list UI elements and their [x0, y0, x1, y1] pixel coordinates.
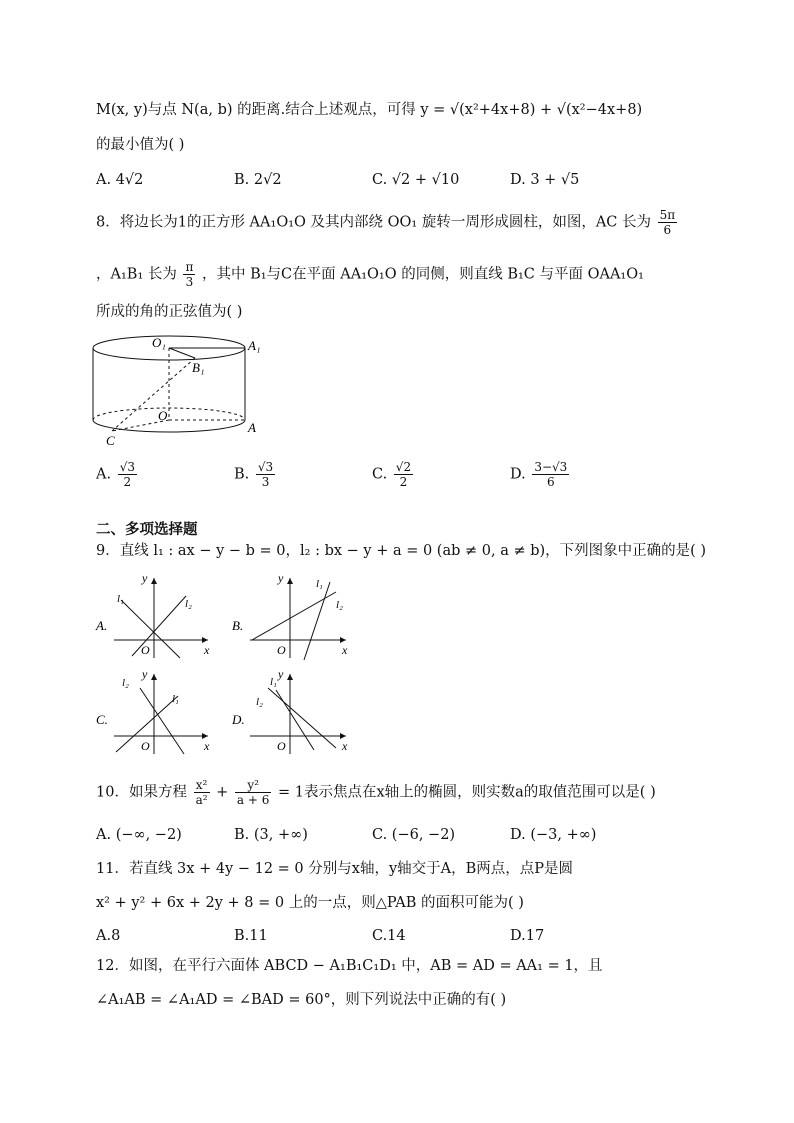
q8-option-b — [234, 460, 277, 489]
q9-graph-a-l1: l₁ — [117, 593, 124, 605]
label-c: C — [106, 433, 115, 448]
q10-option-c: C. (−6, −2) — [372, 827, 456, 843]
q9-graph-b-y: y — [278, 571, 284, 585]
q12-line1: 12．如图，在平行六面体 ABCD − A₁B₁C₁D₁ 中，AB = AD = AA₁ = 1，且 — [96, 958, 603, 974]
q9-graph-d-x: x — [342, 739, 348, 753]
q8-option-a — [96, 460, 139, 489]
q10-post: = 1表示焦点在x轴上的椭圆，则实数a的取值范围可以是( ) — [278, 784, 656, 801]
q8-option-a-letter: A. — [96, 466, 112, 483]
q10-plus: + — [216, 784, 229, 801]
q8-line2 — [96, 260, 644, 289]
q8-option-d-num: 3−√3 — [534, 460, 568, 474]
q8-arc-a1b1-den: 3 — [185, 275, 194, 289]
q9-graph-c-o: O — [141, 739, 150, 753]
q8-option-b-letter: B. — [234, 466, 250, 483]
q11-line1: 11．若直线 3x + 4y − 12 = 0 分别与x轴，y轴交于A，B两点，点P是圆 — [96, 861, 574, 877]
q8-option-b-den: 3 — [261, 475, 270, 489]
q7-option-d: D. 3 + √5 — [510, 172, 580, 188]
q10-option-b: B. (3, +∞) — [234, 827, 308, 843]
q10-pre: 10．如果方程 — [96, 784, 187, 801]
q8-option-c-letter: C. — [372, 466, 388, 483]
q8-option-c — [372, 460, 415, 489]
q10-fraction-x — [194, 778, 210, 807]
q10-f1-num: x² — [194, 778, 210, 793]
q10-f2-num: y² — [235, 778, 271, 793]
q9-graph-b-o: O — [277, 643, 286, 657]
q8-arc-ac-den: 6 — [663, 223, 672, 237]
q11-option-d: D.17 — [510, 928, 545, 944]
q9-graph-d-o: O — [277, 739, 286, 753]
q8-cylinder-figure — [92, 332, 262, 447]
q9-graph-a-o: O — [141, 643, 150, 657]
q9-graph-a-y: y — [142, 571, 148, 585]
q8-text-part1: 8．将边长为1的正方形 AA₁O₁O 及其内部绕 OO₁ 旋转一周形成圆柱，如图，AC 长为 — [96, 214, 651, 231]
label-a1: A₁ — [248, 338, 261, 353]
q9-graph-d — [232, 668, 352, 756]
q9-graph-c-l1: l₁ — [172, 693, 179, 705]
q7-continuation-line2: 的最小值为( ) — [96, 137, 185, 153]
label-o: O — [158, 408, 168, 423]
label-o1: O₁ — [152, 335, 166, 350]
q7-continuation-line1: M(x, y)与点 N(a, b) 的距离.结合上述观点，可得 y = √(x²+4x+8) + √(x²−4x+8) — [96, 102, 643, 118]
q9-graph-d-l1: l₁ — [270, 676, 277, 688]
q9-graph-a-x: x — [204, 643, 210, 657]
q8-arc-ac-fraction — [658, 208, 678, 237]
q9-graph-b-l2: l₂ — [336, 599, 343, 611]
q8-line1 — [96, 208, 679, 237]
q9-graph-c-letter: C. — [96, 712, 108, 727]
q7-option-b: B. 2√2 — [234, 172, 282, 188]
q9-graph-c-y: y — [142, 667, 148, 681]
q10-f2-den: a + 6 — [236, 793, 270, 807]
q9-graph-a-l2: l₂ — [185, 598, 192, 610]
q9-graph-a — [96, 572, 216, 660]
q9-graph-c — [96, 668, 216, 756]
q8-arc-a1b1-num: π — [185, 260, 194, 274]
q11-option-c: C.14 — [372, 928, 406, 944]
q8-arc-ac-num: 5π — [659, 208, 676, 222]
q8-option-d-den: 6 — [547, 475, 555, 489]
q8-option-a-den: 2 — [123, 475, 132, 489]
q8-option-c-den: 2 — [399, 475, 408, 489]
q8-line3: 所成的角的正弦值为( ) — [96, 304, 243, 320]
q9-graph-a-letter: A. — [96, 618, 108, 633]
section-title-multiple-choice: 二、多项选择题 — [96, 522, 198, 538]
q9-graph-c-x: x — [204, 739, 210, 753]
q8-option-a-num: √3 — [119, 460, 135, 474]
label-b1: B₁ — [192, 360, 205, 375]
q8-text-part2-post: ，其中 B₁与C在平面 AA₁O₁O 的同侧，则直线 B₁C 与平面 OAA₁O₁ — [201, 266, 644, 283]
q12-line2: ∠A₁AB = ∠A₁AD = ∠BAD = 60°，则下列说法中正确的有( ) — [96, 992, 507, 1008]
label-a: A — [248, 420, 256, 435]
q7-option-c: C. √2 + √10 — [372, 172, 460, 188]
q9-graph-d-l2: l₂ — [256, 696, 263, 708]
q9-graph-b — [232, 572, 352, 660]
q10-text — [96, 778, 656, 807]
q11-line2: x² + y² + 6x + 2y + 8 = 0 上的一点，则△PAB 的面积可能为( ) — [96, 895, 524, 911]
q9-graph-b-l1: l₁ — [316, 578, 323, 590]
q10-fraction-y — [235, 778, 271, 807]
q7-option-a: A. 4√2 — [96, 172, 144, 188]
q9-graph-b-letter: B. — [232, 618, 244, 633]
q8-option-c-num: √2 — [395, 460, 412, 474]
q8-option-d-letter: D. — [510, 466, 526, 483]
q10-f1-den: a² — [195, 793, 208, 807]
q9-text: 9．直线 l₁ : ax − y − b = 0，l₂ : bx − y + a = 0 (ab ≠ 0, a ≠ b)，下列图象中正确的是( ) — [96, 543, 707, 559]
q8-arc-a1b1-fraction — [183, 260, 195, 289]
q9-graph-d-y: y — [278, 667, 284, 681]
q10-option-d: D. (−3, +∞) — [510, 827, 597, 843]
q8-option-b-num: √3 — [257, 460, 274, 474]
q11-option-b: B.11 — [234, 928, 268, 944]
q8-text-part2-pre: ，A₁B₁ 长为 — [96, 266, 177, 283]
q9-graph-d-letter: D. — [232, 712, 245, 727]
q8-option-d — [510, 460, 571, 489]
q9-graph-b-x: x — [342, 643, 348, 657]
q10-option-a: A. (−∞, −2) — [96, 827, 182, 843]
q11-option-a: A.8 — [96, 928, 121, 944]
q9-graph-c-l2: l₂ — [122, 677, 129, 689]
